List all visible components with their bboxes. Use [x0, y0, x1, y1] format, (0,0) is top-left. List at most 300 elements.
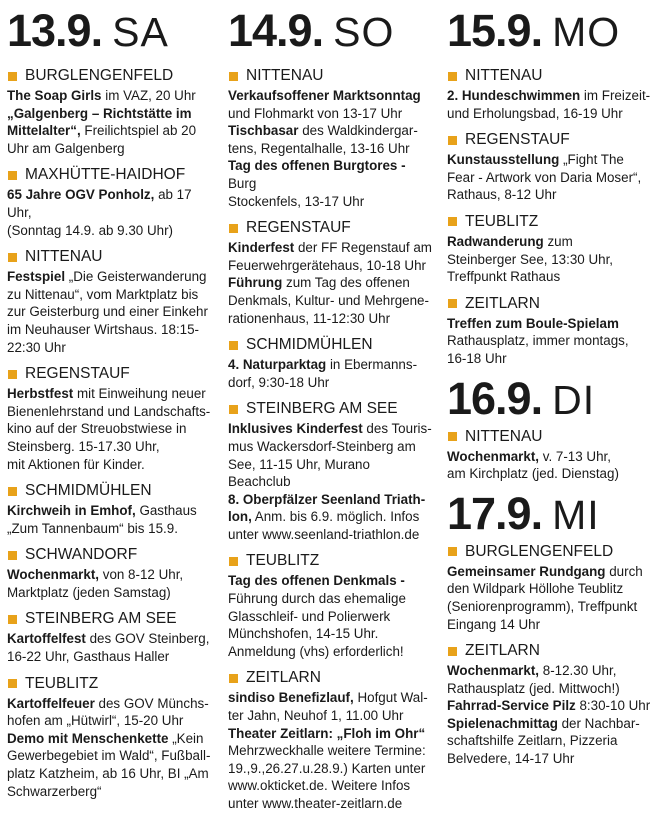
- day-name: MO: [552, 9, 621, 55]
- event-description: [447, 233, 659, 286]
- place-name: SCHMIDMÜHLEN: [246, 336, 373, 354]
- text-line: [228, 608, 436, 626]
- event-description: [7, 695, 217, 801]
- text-line: [228, 310, 436, 328]
- orange-square-icon: [448, 299, 457, 308]
- text-line: [228, 572, 436, 590]
- orange-square-icon: [8, 253, 17, 262]
- event-title: Kartoffelfest: [7, 631, 86, 647]
- text-line: [228, 87, 436, 105]
- orange-square-icon: [448, 72, 457, 81]
- event-detail: ter Jahn, Neuhof 1, 11.00 Uhr: [228, 708, 404, 724]
- text-line: [447, 680, 659, 698]
- event-entry: [7, 165, 217, 239]
- place-heading: [7, 674, 217, 694]
- text-line: [228, 140, 436, 158]
- text-line: [7, 456, 217, 474]
- day-heading: [447, 487, 659, 539]
- day-date: 17.9.: [447, 487, 543, 539]
- event-detail: durch: [605, 563, 643, 579]
- event-detail: im Freizeit-: [580, 88, 651, 103]
- text-line: [447, 315, 659, 333]
- event-detail: Stockenfels, 13-17 Uhr: [228, 193, 365, 209]
- place-name: SCHWANDORF: [25, 546, 138, 564]
- event-detail: „Zum Tannenbaum“ bis 15.9.: [7, 520, 178, 536]
- event-detail: dorf, 9:30-18 Uhr: [228, 374, 330, 390]
- event-detail: v. 7-13 Uhr,: [539, 448, 611, 464]
- text-line: [447, 732, 659, 750]
- event-detail: des Waldkindergar-: [298, 123, 418, 139]
- event-detail: Anm. bis 6.9. möglich. Infos: [251, 509, 420, 525]
- place-name: REGENSTAUF: [25, 365, 130, 383]
- text-line: [228, 356, 436, 374]
- event-title: Wochenmarkt,: [447, 663, 540, 679]
- event-title: Kinderfest: [228, 240, 295, 256]
- text-line: [228, 456, 436, 491]
- text-line: [7, 140, 217, 158]
- text-line: [228, 725, 436, 743]
- event-detail: Rathausplatz, immer montags,: [447, 333, 629, 349]
- event-detail: kino auf der Streuobstwiese in: [7, 421, 187, 437]
- place-name: TEUBLITZ: [246, 552, 320, 570]
- place-heading: [228, 335, 436, 355]
- event-title: Theater Zeitlarn: „Floh im Ohr“: [228, 725, 426, 741]
- text-line: [447, 715, 659, 733]
- text-line: [447, 87, 659, 105]
- event-detail: Gasthaus: [135, 503, 197, 519]
- day-date: 16.9.: [447, 372, 543, 424]
- event-title: Treffen zum Boule-Spielam: [447, 315, 619, 331]
- event-detail: tens, Regentalhalle, 13-16 Uhr: [228, 140, 410, 156]
- place-heading: [447, 66, 659, 86]
- event-entry: [7, 364, 217, 473]
- text-line: [7, 268, 217, 286]
- event-title: „Galgenberg – Richtstätte im: [7, 105, 192, 121]
- event-entry: [447, 66, 659, 122]
- text-line: [7, 321, 217, 339]
- text-line: [7, 502, 217, 520]
- event-description: [447, 151, 659, 204]
- place-heading: [228, 218, 436, 238]
- event-entry: [228, 551, 436, 660]
- event-detail: Gewerbegebiet im Wald“, Fußball-: [7, 748, 211, 764]
- place-name: ZEITLARN: [246, 669, 321, 687]
- event-entry: [228, 218, 436, 327]
- event-detail: Treffpunkt Rathaus: [447, 269, 561, 285]
- column-1: [7, 0, 217, 808]
- event-detail: Mehrzweckhalle weitere Termine:: [228, 743, 426, 759]
- day-name: SO: [333, 9, 395, 55]
- column-3: [447, 0, 659, 776]
- text-line: [7, 339, 217, 357]
- text-line: [447, 697, 659, 715]
- text-line: [228, 292, 436, 310]
- text-line: [7, 566, 217, 584]
- text-line: [447, 350, 659, 368]
- event-detail: im VAZ, 20 Uhr: [101, 88, 196, 103]
- column-2: [228, 0, 436, 821]
- event-detail: Feuerwehrgerätehaus, 10-18 Uhr: [228, 257, 426, 273]
- text-line: [7, 438, 217, 456]
- text-line: [447, 662, 659, 680]
- text-line: [447, 465, 659, 483]
- event-entry: [7, 481, 217, 537]
- event-title: 8. Oberpfälzer Seenland Triath-: [228, 491, 426, 507]
- place-heading: [7, 545, 217, 565]
- text-line: [228, 777, 436, 795]
- text-line: [228, 105, 436, 123]
- event-description: [228, 420, 436, 543]
- place-heading: [7, 247, 217, 267]
- text-line: [228, 508, 436, 526]
- text-line: [447, 332, 659, 350]
- place-heading: [7, 66, 217, 86]
- event-detail: unter www.theater-zeitlarn.de: [228, 796, 403, 811]
- text-line: [7, 122, 217, 140]
- event-description: [7, 268, 217, 356]
- event-detail: Fear - Artwork von Daria Moser“,: [447, 169, 642, 185]
- event-detail: mit Aktionen für Kinder.: [7, 456, 145, 472]
- event-entry: [447, 427, 659, 483]
- place-heading: [7, 165, 217, 185]
- event-title: Mittelalter“,: [7, 123, 81, 139]
- day-heading: [7, 5, 217, 56]
- event-title: lon,: [228, 509, 252, 525]
- event-title: Kartoffelfeuer: [7, 695, 95, 711]
- event-title: 65 Jahre OGV Ponholz,: [7, 187, 155, 203]
- event-detail: Rathausplatz (jed. Mittwoch!): [447, 680, 620, 696]
- event-detail: Glasschleif- und Polierwerk: [228, 608, 391, 624]
- event-description: [447, 315, 659, 368]
- orange-square-icon: [8, 615, 17, 624]
- event-title: 2. Hundeschwimmen: [447, 88, 581, 103]
- text-line: [7, 105, 217, 123]
- event-title: Verkaufsoffener Marktsonntag: [228, 88, 421, 103]
- text-line: [447, 563, 659, 581]
- orange-square-icon: [448, 432, 457, 441]
- event-detail: Uhr am Galgenberg: [7, 140, 125, 156]
- event-detail: 16-18 Uhr: [447, 350, 507, 366]
- place-name: BURGLENGENFELD: [465, 542, 614, 560]
- text-line: [447, 750, 659, 768]
- event-detail: im Neuhauser Wirtshaus. 18:15-: [7, 321, 200, 337]
- text-line: [7, 747, 217, 765]
- place-heading: [7, 481, 217, 501]
- text-line: [7, 765, 217, 783]
- text-line: [7, 186, 217, 221]
- event-detail: unter www.seenland-triathlon.de: [228, 526, 420, 542]
- text-line: [7, 520, 217, 538]
- orange-square-icon: [229, 405, 238, 414]
- event-title: Demo mit Menschenkette: [7, 730, 169, 746]
- text-line: [228, 526, 436, 544]
- day-date: 13.9.: [7, 5, 103, 56]
- text-line: [228, 438, 436, 456]
- orange-square-icon: [229, 341, 238, 350]
- text-line: [228, 795, 436, 813]
- event-detail: Steinsberg. 15-17.30 Uhr,: [7, 438, 160, 454]
- place-heading: [447, 641, 659, 661]
- text-line: [7, 712, 217, 730]
- event-description: [7, 502, 217, 537]
- orange-square-icon: [229, 674, 238, 683]
- text-line: [7, 648, 217, 666]
- orange-square-icon: [448, 647, 457, 656]
- orange-square-icon: [8, 370, 17, 379]
- event-detail: Schwarzerberg“: [7, 783, 102, 799]
- event-entry: [7, 247, 217, 356]
- event-description: [228, 356, 436, 391]
- event-entry: [228, 668, 436, 812]
- text-line: [228, 689, 436, 707]
- event-description: [228, 239, 436, 327]
- text-line: [7, 286, 217, 304]
- event-detail: Belvedere, 14-17 Uhr: [447, 751, 575, 767]
- event-entry: [7, 66, 217, 157]
- place-heading: [228, 668, 436, 688]
- event-title: 4. Naturparktag: [228, 357, 327, 373]
- orange-square-icon: [8, 171, 17, 180]
- event-detail: Eingang 14 Uhr: [447, 616, 541, 632]
- day-heading: [447, 372, 659, 424]
- place-name: BURGLENGENFELD: [25, 67, 174, 84]
- event-detail: 16-22 Uhr, Gasthaus Haller: [7, 649, 170, 665]
- event-detail: den Wildpark Höllohe Teublitz: [447, 581, 624, 597]
- event-detail: Führung durch das ehemalige: [228, 591, 406, 607]
- text-line: [447, 251, 659, 269]
- place-heading: [447, 542, 659, 562]
- text-line: [7, 303, 217, 321]
- event-detail: zum Tag des offenen: [282, 275, 410, 291]
- orange-square-icon: [229, 224, 238, 233]
- event-detail: www.okticket.de. Weitere Infos: [228, 778, 411, 794]
- place-name: SCHMIDMÜHLEN: [25, 482, 152, 500]
- event-detail: zu Nittenau“, vom Marktplatz bis: [7, 286, 199, 302]
- event-detail: Marktplatz (jeden Samstag): [7, 584, 171, 600]
- place-name: MAXHÜTTE-HAIDHOF: [25, 166, 186, 184]
- text-line: [7, 783, 217, 801]
- event-entry: [7, 674, 217, 801]
- text-line: [7, 584, 217, 602]
- event-entry: [447, 212, 659, 286]
- day-heading: [447, 5, 659, 56]
- event-description: [7, 566, 217, 601]
- place-heading: [447, 427, 659, 447]
- event-detail: (Seniorenprogramm), Treffpunkt: [447, 598, 638, 614]
- text-line: [447, 169, 659, 187]
- event-detail: Steinberger See, 13:30 Uhr,: [447, 251, 614, 267]
- event-title: Wochenmarkt,: [447, 448, 540, 464]
- text-line: [228, 491, 436, 509]
- event-title: Herbstfest: [7, 386, 74, 402]
- place-heading: [228, 551, 436, 571]
- event-detail: 22:30 Uhr: [7, 339, 66, 355]
- event-detail: und Flohmarkt von 13-17 Uhr: [228, 105, 403, 121]
- text-line: [228, 122, 436, 140]
- text-line: [447, 186, 659, 204]
- event-entry: [447, 294, 659, 368]
- event-description: [447, 87, 659, 122]
- text-line: [228, 257, 436, 275]
- orange-square-icon: [8, 679, 17, 688]
- place-name: NITTENAU: [25, 248, 103, 266]
- event-title: Führung: [228, 275, 283, 291]
- event-detail: des GOV Steinberg,: [85, 631, 210, 647]
- event-title: Tischbasar: [228, 123, 299, 139]
- event-detail: des Touris-: [362, 421, 432, 437]
- event-entry: [228, 399, 436, 543]
- text-line: [7, 695, 217, 713]
- place-name: ZEITLARN: [465, 294, 540, 312]
- orange-square-icon: [229, 557, 238, 566]
- orange-square-icon: [448, 217, 457, 226]
- day-heading: [228, 5, 436, 56]
- event-detail: des GOV Münchs-: [94, 695, 209, 711]
- day-date: 14.9.: [228, 5, 324, 56]
- orange-square-icon: [229, 72, 238, 81]
- place-heading: [447, 130, 659, 150]
- text-line: [447, 598, 659, 616]
- place-name: REGENSTAUF: [465, 131, 570, 149]
- event-detail: Hofgut Wal-: [353, 690, 428, 706]
- place-name: REGENSTAUF: [246, 219, 351, 237]
- text-line: [228, 590, 436, 608]
- orange-square-icon: [448, 547, 457, 556]
- event-description: [447, 448, 659, 483]
- event-detail: zur Geisterburg und einer Einkehr: [7, 304, 208, 320]
- text-line: [228, 643, 436, 661]
- event-detail: See, 11-15 Uhr, Murano Beachclub: [228, 456, 370, 490]
- place-name: TEUBLITZ: [25, 674, 99, 692]
- event-description: [7, 186, 217, 239]
- place-heading: [447, 294, 659, 314]
- event-title: Fahrrad-Service Pilz: [447, 698, 576, 714]
- text-line: [447, 233, 659, 251]
- day-name: DI: [552, 376, 596, 423]
- place-name: STEINBERG AM SEE: [246, 400, 398, 418]
- event-detail: am Kirchplatz (jed. Dienstag): [447, 466, 619, 482]
- event-title: Spielenachmittag: [447, 715, 558, 731]
- place-name: STEINBERG AM SEE: [25, 610, 177, 628]
- text-line: [7, 385, 217, 403]
- event-detail: rationenhaus, 11-12:30 Uhr: [228, 310, 391, 326]
- event-detail: „Die Geisterwanderung: [65, 269, 207, 285]
- event-description: [7, 630, 217, 665]
- place-name: NITTENAU: [246, 67, 324, 84]
- day-date: 15.9.: [447, 5, 543, 56]
- event-detail: Freilichtspiel ab 20: [80, 123, 197, 139]
- event-entry: [228, 66, 436, 210]
- text-line: [228, 625, 436, 643]
- event-title: Inklusives Kinderfest: [228, 421, 363, 437]
- event-detail: mus Wackersdorf-Steinberg am: [228, 438, 416, 454]
- event-detail: in Ebermanns-: [326, 357, 418, 373]
- orange-square-icon: [448, 136, 457, 145]
- event-detail: mit Einweihung neuer: [73, 386, 206, 402]
- text-line: [228, 193, 436, 211]
- event-detail: ab 17 Uhr,: [7, 187, 192, 220]
- orange-square-icon: [8, 487, 17, 496]
- text-line: [7, 403, 217, 421]
- text-line: [447, 151, 659, 169]
- event-title: Kunstausstellung: [447, 152, 560, 168]
- orange-square-icon: [8, 551, 17, 560]
- event-title: The Soap Girls: [7, 88, 102, 103]
- text-line: [228, 239, 436, 257]
- text-line: [7, 630, 217, 648]
- event-detail: der FF Regenstauf am: [294, 240, 432, 256]
- place-name: ZEITLARN: [465, 642, 540, 660]
- event-entry: [7, 609, 217, 665]
- event-detail: hofen am „Hütwirl“, 15-20 Uhr: [7, 713, 184, 729]
- text-line: [228, 420, 436, 438]
- event-title: Festspiel: [7, 269, 66, 285]
- event-description: [447, 662, 659, 768]
- place-heading: [7, 364, 217, 384]
- event-detail: Denkmals, Kultur- und Mehrgene-: [228, 292, 429, 308]
- text-line: [228, 274, 436, 292]
- event-description: [7, 87, 217, 157]
- text-line: [7, 730, 217, 748]
- event-detail: der Nachbar-: [557, 715, 640, 731]
- event-entry: [447, 542, 659, 633]
- text-line: [447, 105, 659, 123]
- place-heading: [228, 399, 436, 419]
- day-name: MI: [552, 491, 600, 538]
- event-detail: (Sonntag 14.9. ab 9.30 Uhr): [7, 222, 174, 238]
- place-name: NITTENAU: [465, 427, 543, 445]
- place-heading: [447, 212, 659, 232]
- event-detail: Bienenlehrstand und Landschafts-: [7, 403, 211, 419]
- place-heading: [228, 66, 436, 86]
- event-title: Tag des offenen Burgtores -: [228, 158, 406, 174]
- event-title: Kirchweih in Emhof,: [7, 503, 136, 519]
- day-name: SA: [112, 9, 169, 55]
- event-entry: [447, 130, 659, 204]
- event-detail: und Erholungsbad, 16-19 Uhr: [447, 105, 623, 121]
- event-description: [228, 87, 436, 210]
- event-detail: 8:30-10 Uhr: [575, 698, 651, 714]
- event-description: [7, 385, 217, 473]
- event-detail: 19.,9.,26.27.u.28.9.) Karten unter: [228, 760, 426, 776]
- text-line: [7, 420, 217, 438]
- text-line: [228, 157, 436, 192]
- text-line: [228, 760, 436, 778]
- text-line: [228, 742, 436, 760]
- event-entry: [228, 335, 436, 391]
- event-detail: platz Katzheim, ab 16 Uhr, BI „Am: [7, 766, 209, 782]
- text-line: [228, 707, 436, 725]
- text-line: [447, 268, 659, 286]
- event-detail: zum: [543, 233, 573, 249]
- text-line: [7, 222, 217, 240]
- event-detail: Burg: [228, 175, 257, 191]
- text-line: [447, 616, 659, 634]
- event-title: sindiso Benefizlauf,: [228, 690, 354, 706]
- place-heading: [7, 609, 217, 629]
- event-title: Radwanderung: [447, 233, 544, 249]
- text-line: [7, 87, 217, 105]
- event-entry: [447, 641, 659, 768]
- event-description: [447, 563, 659, 633]
- text-line: [228, 374, 436, 392]
- place-name: TEUBLITZ: [465, 212, 539, 230]
- event-detail: Rathaus, 8-12 Uhr: [447, 187, 557, 203]
- text-line: [447, 448, 659, 466]
- event-entry: [7, 545, 217, 601]
- event-title: Wochenmarkt,: [7, 567, 100, 583]
- event-detail: 8-12.30 Uhr,: [539, 663, 617, 679]
